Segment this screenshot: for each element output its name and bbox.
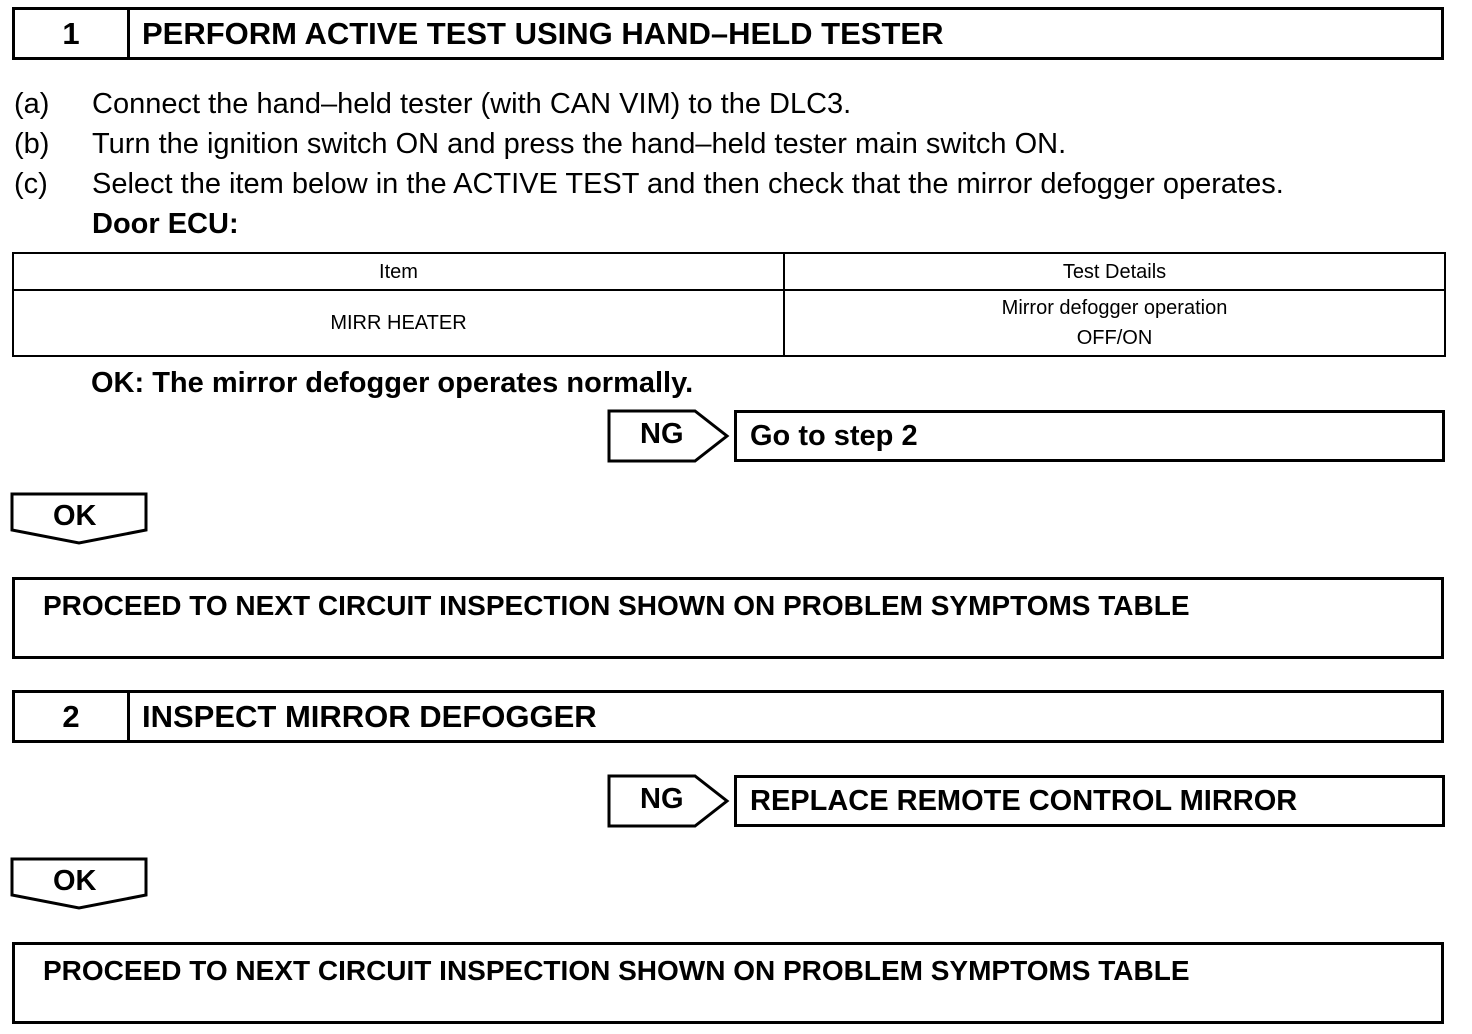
test-details-line1: Mirror defogger operation xyxy=(1001,297,1228,319)
step-2-header xyxy=(12,690,1444,743)
door-ecu-subheading xyxy=(14,204,1454,244)
ok-label: OK xyxy=(53,865,97,897)
instruction-text: Select the item below in the ACTIVE TEST and then check that the mirror defogger operates. xyxy=(92,168,1284,200)
ng-label: NG xyxy=(640,418,684,450)
column-header-item: Item xyxy=(13,253,784,290)
active-test-table xyxy=(12,252,1446,357)
instruction-text: Connect the hand–held tester (with CAN VIM) to the DLC3. xyxy=(92,88,852,120)
proceed-result-box-step2: PROCEED TO NEXT CIRCUIT INSPECTION SHOWN ON PROBLEM SYMPTOMS TABLE xyxy=(12,942,1444,1024)
cell-test-details xyxy=(784,290,1445,356)
step-1-header xyxy=(12,7,1444,60)
instruction-a xyxy=(14,84,1454,124)
step-number: 2 xyxy=(15,693,130,740)
instruction-list xyxy=(14,84,1454,244)
step-number: 1 xyxy=(15,10,130,57)
cell-item: MIRR HEATER xyxy=(13,290,784,356)
ng-action-box: REPLACE REMOTE CONTROL MIRROR xyxy=(734,775,1445,827)
ok-label: OK xyxy=(53,500,97,532)
step-title: PERFORM ACTIVE TEST USING HAND–HELD TESTER xyxy=(142,15,944,51)
instruction-c xyxy=(14,164,1454,204)
ng-action-box: Go to step 2 xyxy=(734,410,1445,462)
column-header-test-details: Test Details xyxy=(784,253,1445,290)
instruction-label: (c) xyxy=(14,168,48,200)
instruction-b xyxy=(14,124,1454,164)
subheading-text: Door ECU: xyxy=(92,208,239,240)
test-details-line2: OFF/ON xyxy=(1076,327,1153,349)
ok-condition: OK: The mirror defogger operates normally. xyxy=(91,367,694,399)
instruction-text: Turn the ignition switch ON and press the hand–held tester main switch ON. xyxy=(92,128,1067,160)
active-test-table-wrapper xyxy=(12,252,1446,357)
table-row xyxy=(13,290,1445,356)
table-header-row xyxy=(13,253,1445,290)
instruction-label: (a) xyxy=(14,88,50,120)
proceed-result-box-step1: PROCEED TO NEXT CIRCUIT INSPECTION SHOWN ON PROBLEM SYMPTOMS TABLE xyxy=(12,577,1444,659)
ng-label: NG xyxy=(640,783,684,815)
step-title: INSPECT MIRROR DEFOGGER xyxy=(142,698,597,734)
instruction-label: (b) xyxy=(14,128,50,160)
